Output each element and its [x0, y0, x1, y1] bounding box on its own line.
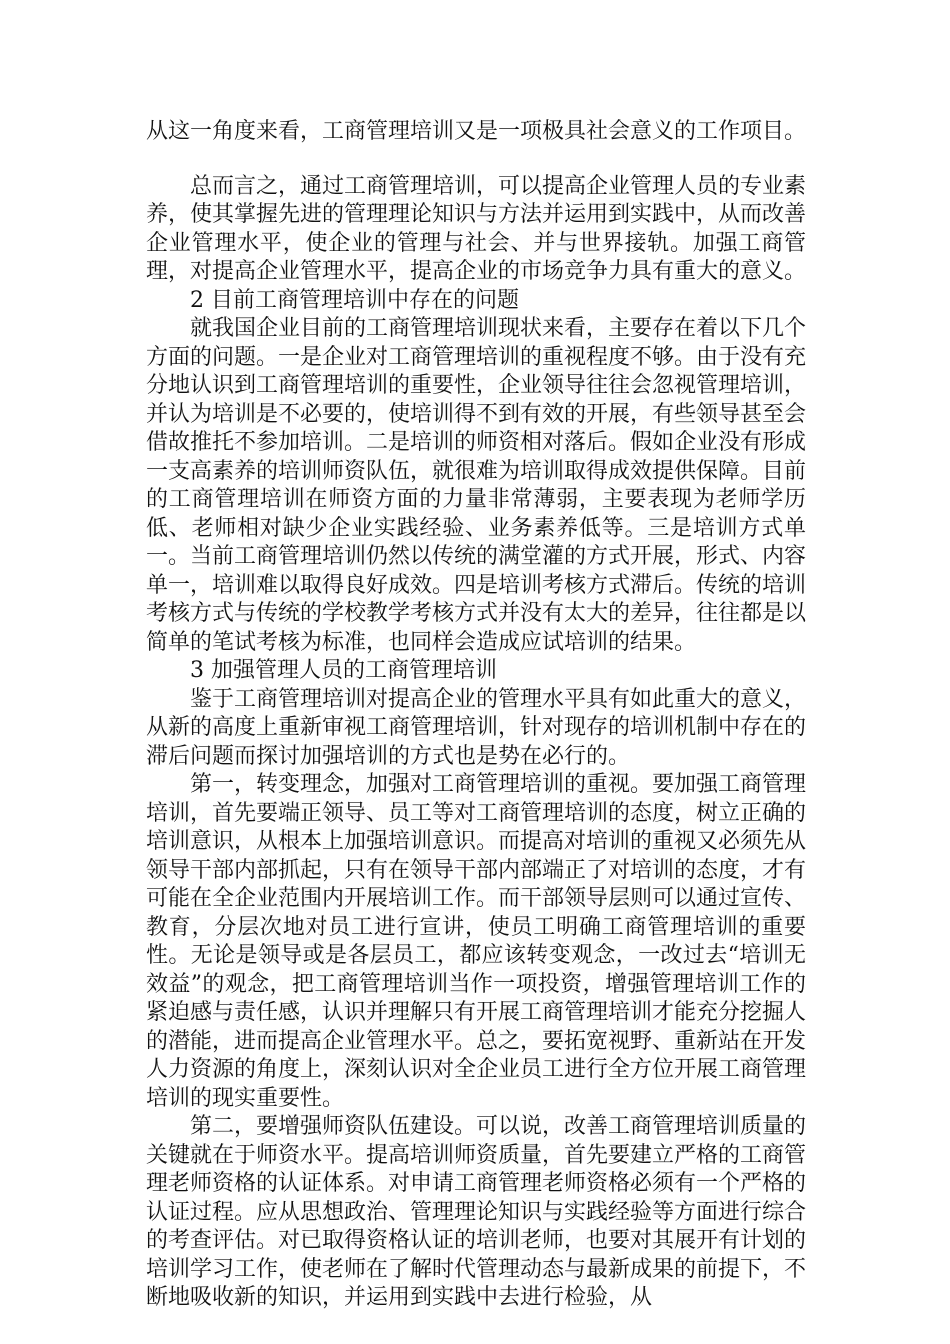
continuation-paragraph: 从这一角度来看，工商管理培训又是一项极具社会意义的工作项目。 — [146, 119, 807, 144]
document-body — [146, 118, 806, 1313]
summary-paragraph: 总而言之，通过工商管理培训，可以提高企业管理人员的专业素养，使其掌握先进的管理理论知识与方法并运用到实践中，从而改善企业管理水平，使企业的管理与社会、并与世界接轨。加强工商管理，对提高企业管理水平，提高企业的市场竞争力具有重大的意义。 — [146, 173, 807, 284]
section-heading-2: 2 目前工商管理培训中存在的问题 — [190, 287, 519, 313]
intro-paragraph: 鉴于工商管理培训对提高企业的管理水平具有如此重大的意义，从新的高度上重新审视工商管理培训，针对现存的培训机制中存在的滞后问题而探讨加强培训的方式也是势在必行的。 — [146, 686, 807, 769]
problems-paragraph: 就我国企业目前的工商管理培训现状来看，主要存在着以下几个方面的问题。一是企业对工商管理培训的重视程度不够。由于没有充分地认识到工商管理培训的重要性，企业领导往往会忽视管理培训，并认为培训是不必要的，使培训得不到有效的开展，有些领导甚至会借故推托不参加培训。二是培训的师资相对落后。假如企业没有形成一支高素养的培训师资队伍，就很难为培训取得成效提供保障。目前的工商管理培训在师资方面的力量非常薄弱，主要表现为老师学历低、老师相对缺少企业实践经验、业务素养低等。三是培训方式单一。当前工商管理培训仍然以传统的满堂灌的方式开展，形式、内容单一，培训难以取得良好成效。四是培训考核方式滞后。传统的培训考核方式与传统的学校教学考核方式并没有太大的差异，往往都是以简单的笔试考核为标准，也同样会造成应试培训的结果。 — [146, 316, 807, 655]
first-measure-paragraph: 第一，转变理念，加强对工商管理培训的重视。要加强工商管理培训，首先要端正领导、员工等对工商管理培训的态度，树立正确的培训意识，从根本上加强培训意识。而提高对培训的重视又必须先从领导干部内部抓起，只有在领导干部内部端正了对培训的态度，才有可能在全企业范围内开展培训工作。而干部领导层则可以通过宣传、教育，分层次地对员工进行宣讲，使员工明确工商管理培训的重要性。无论是领导或是各层员工，都应该转变观念，一改过去“培训无效益”的观念，把工商管理培训当作一项投资，增强管理培训工作的紧迫感与责任感，认识并理解只有开展工商管理培训才能充分挖掘人的潜能，进而提高企业管理水平。总之，要拓宽视野、重新站在开发人力资源的角度上，深刻认识对全企业员工进行全方位开展工商管理培训的现实重要性。 — [146, 772, 807, 1111]
section-heading-3: 3 加强管理人员的工商管理培训 — [190, 658, 497, 683]
second-measure-paragraph: 第二，要增强师资队伍建设。可以说，改善工商管理培训质量的关键就在于师资水平。提高培训师资质量，首先要建立严格的工商管理老师资格的认证体系。对申请工商管理老师资格必须有一个严格的认证过程。应从思想政治、管理理论知识与实践经验等方面进行综合的考查评估。对已取得资格认证的培训老师，也要对其展开有计划的培训学习工作，使老师在了解时代管理动态与最新成果的前提下，不断地吸收新的知识，并运用到实践中去进行检验，从 — [146, 1114, 807, 1310]
